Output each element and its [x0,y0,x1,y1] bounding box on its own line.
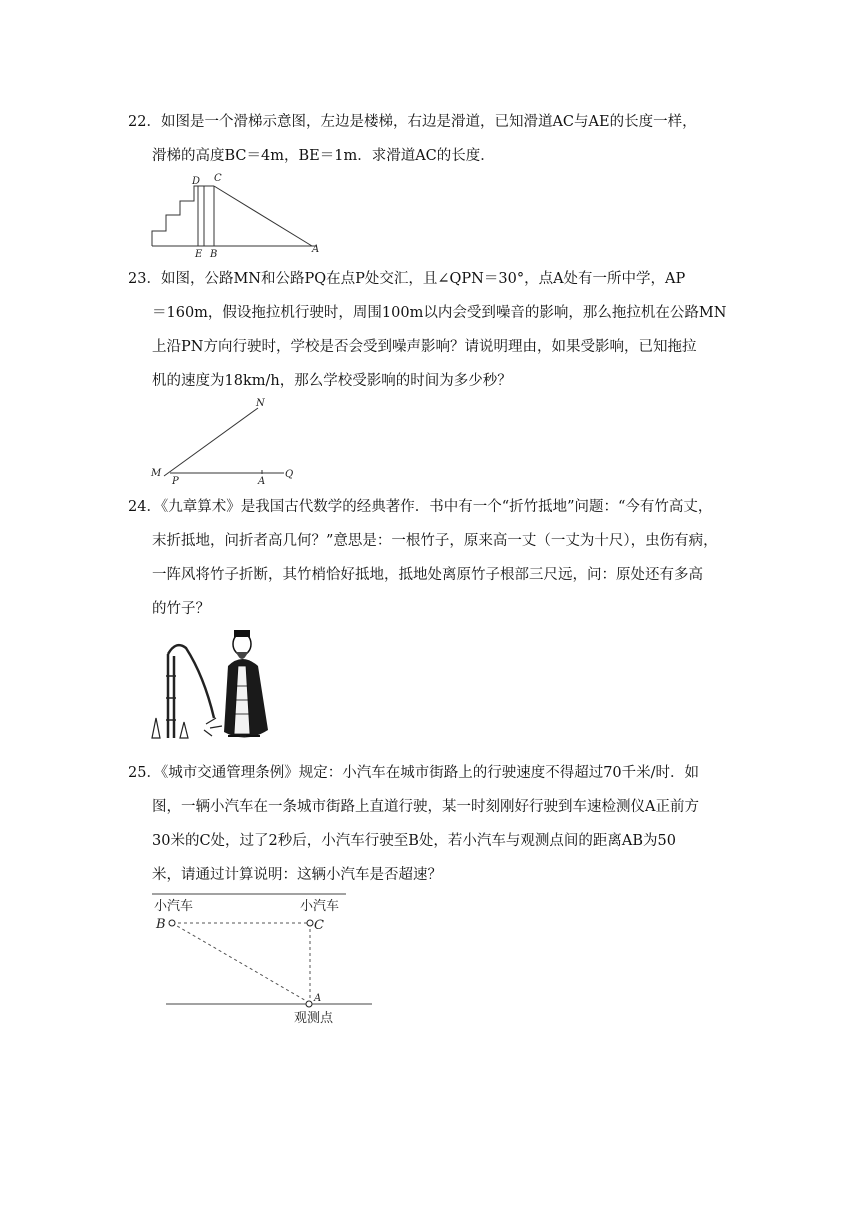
question-25 [128,756,738,892]
question-23-line-4: 机的速度为18km/h，那么学校受影响的时间为多少秒？ [152,373,512,389]
question-24-line-2: 末折抵地，问折者高几何？”意思是：一根竹子，原来高一丈（一丈为十尺），虫伤有病， [152,533,718,549]
label-M: M [151,468,162,479]
question-24 [128,490,738,626]
question-22 [128,105,738,173]
question-25-line-3: 30米的C处，过了2秒后，小汽车行驶至B处，若小汽车与观测点间的距离AB为50 [152,833,677,849]
label-B: B [210,249,218,260]
label-A: A [312,244,320,255]
question-23-line-2: ＝160m，假设拖拉机行驶时，周围100m以内会受到噪音的影响，那么拖拉机在公路MN [152,305,727,321]
label-car-right: 小汽车 [300,899,340,914]
question-25-line-1: 25．《城市交通管理条例》规定：小汽车在城市街路上的行驶速度不得超过70千米/时．如 [128,765,700,781]
slide-figure [146,172,326,260]
label-car-left: 小汽车 [154,899,194,914]
label-D: D [192,176,201,187]
question-23-line-1: 23．如图，公路MN和公路PQ在点P处交汇，且∠QPN＝30°，点A处有一所中学，AP [128,271,686,287]
label-E: E [195,249,203,260]
road-figure [146,396,306,486]
question-22-line-1: 22．如图是一个滑梯示意图，左边是楼梯，右边是滑道，已知滑道AC与AE的长度一样， [128,114,697,130]
car-speed-figure [146,888,378,1032]
label-observer: 观测点 [294,1011,334,1026]
question-25-line-4: 米，请通过计算说明：这辆小汽车是否超速？ [152,867,442,883]
label-C: C [214,173,222,184]
label-C: C [314,918,324,933]
question-23-line-3: 上沿PN方向行驶时，学校是否会受到噪声影响？请说明理由，如果受影响，已知拖拉 [152,339,697,355]
question-24-line-4: 的竹子？ [152,601,210,617]
label-A: A [258,476,266,486]
question-23 [128,262,738,398]
label-N: N [256,398,265,409]
label-P: P [172,476,179,486]
label-Q: Q [285,469,294,480]
question-25-line-2: 图，一辆小汽车在一条城市街路上直道行驶，某一时刻刚好行驶到车速检测仪A正前方 [152,799,699,815]
question-22-line-2: 滑梯的高度BC＝4m，BE＝1m．求滑道AC的长度． [152,148,495,164]
question-24-line-1: 24．《九章算术》是我国古代数学的经典著作．书中有一个“折竹抵地”问题：“今有竹高丈， [128,499,713,515]
label-B: B [156,917,166,932]
label-A: A [314,993,322,1004]
bamboo-scholar-illustration [146,626,296,746]
question-24-line-3: 一阵风将竹子折断，其竹梢恰好抵地，抵地处离原竹子根部三尺远，问：原处还有多高 [152,567,703,583]
